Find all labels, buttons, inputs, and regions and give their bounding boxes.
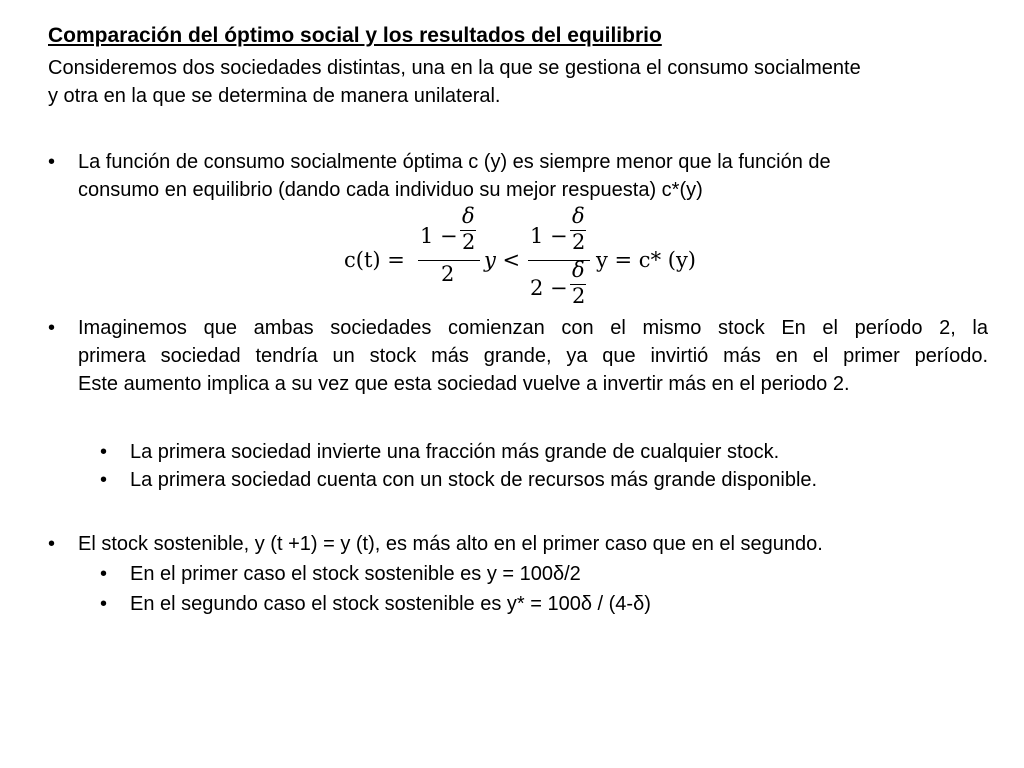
formula-y-less-than: y < [484,248,521,272]
bullet-line: primera sociedad tendría un stock más grande, ya que invirtió más en el primer período. [78,345,988,367]
bullet-marker: • [48,533,56,555]
formula-right-den-delta: δ [572,258,585,282]
sub-bullet [100,590,1000,618]
bullet-marker: • [48,317,56,339]
sub-bullet-text: En el segundo caso el stock sostenible es y* = 100δ / (4-δ) [130,593,651,615]
bullet-stock-growth [48,314,988,398]
bullet-line: La función de consumo socialmente óptima c (y) es siempre menor que la función de [78,151,831,173]
bullet-line: El stock sostenible, y (t +1) = y (t), es más alto en el primer caso que en el segundo. [78,533,823,555]
formula-left-den: 2 [441,262,455,286]
sub-bullet [100,466,1000,494]
bullet-text [78,314,988,398]
bullet-sustainable-stock [48,530,988,558]
sub-bullet-text: La primera sociedad invierte una fracción más grande de cualquier stock. [130,441,780,463]
formula-right-num-one-minus: 1 − [530,224,568,248]
intro-line: y otra en la que se determina de manera unilateral. [48,85,501,107]
bullet-consumption [48,148,988,204]
formula-left-num-one-minus: 1 − [420,224,458,248]
sub-bullet [100,560,1000,588]
intro-line: Consideremos dos sociedades distintas, una en la que se gestiona el consumo socialmente [48,57,861,79]
bullet-marker: • [100,469,108,491]
formula-lhs: c(t) = [344,248,405,272]
slide-title: Comparación del óptimo social y los resultados del equilibrio [48,24,662,47]
formula-rhs: y = c* (y) [596,248,696,272]
intro-paragraph [48,54,998,110]
formula-right-den-two-minus: 2 − [530,276,568,300]
bullet-marker: • [48,151,56,173]
bullet-line: consumo en equilibrio (dando cada individuo su mejor respuesta) c*(y) [78,179,703,201]
formula-left-fraction-bar [418,260,480,261]
bullet-text [78,530,988,558]
bullet-text [78,148,988,204]
bullet-marker: • [100,593,108,615]
bullet-marker: • [100,441,108,463]
formula-right-num-two: 2 [572,230,586,254]
sub-bullet [100,438,1000,466]
formula-right-num-delta: δ [572,204,585,228]
bullet-line: Imaginemos que ambas sociedades comienzan con el mismo stock En el período 2, la [78,317,988,339]
formula-left-num-two: 2 [462,230,476,254]
bullet-line: Este aumento implica a su vez que esta sociedad vuelve a invertir más en el periodo 2. [78,373,850,395]
bullet-marker: • [100,563,108,585]
formula-right-den-two: 2 [572,284,586,308]
consumption-formula [340,200,720,318]
sub-bullet-text: En el primer caso el stock sostenible es y = 100δ/2 [130,563,581,585]
formula-left-num-delta: δ [462,204,475,228]
sub-bullet-text: La primera sociedad cuenta con un stock de recursos más grande disponible. [130,469,818,491]
